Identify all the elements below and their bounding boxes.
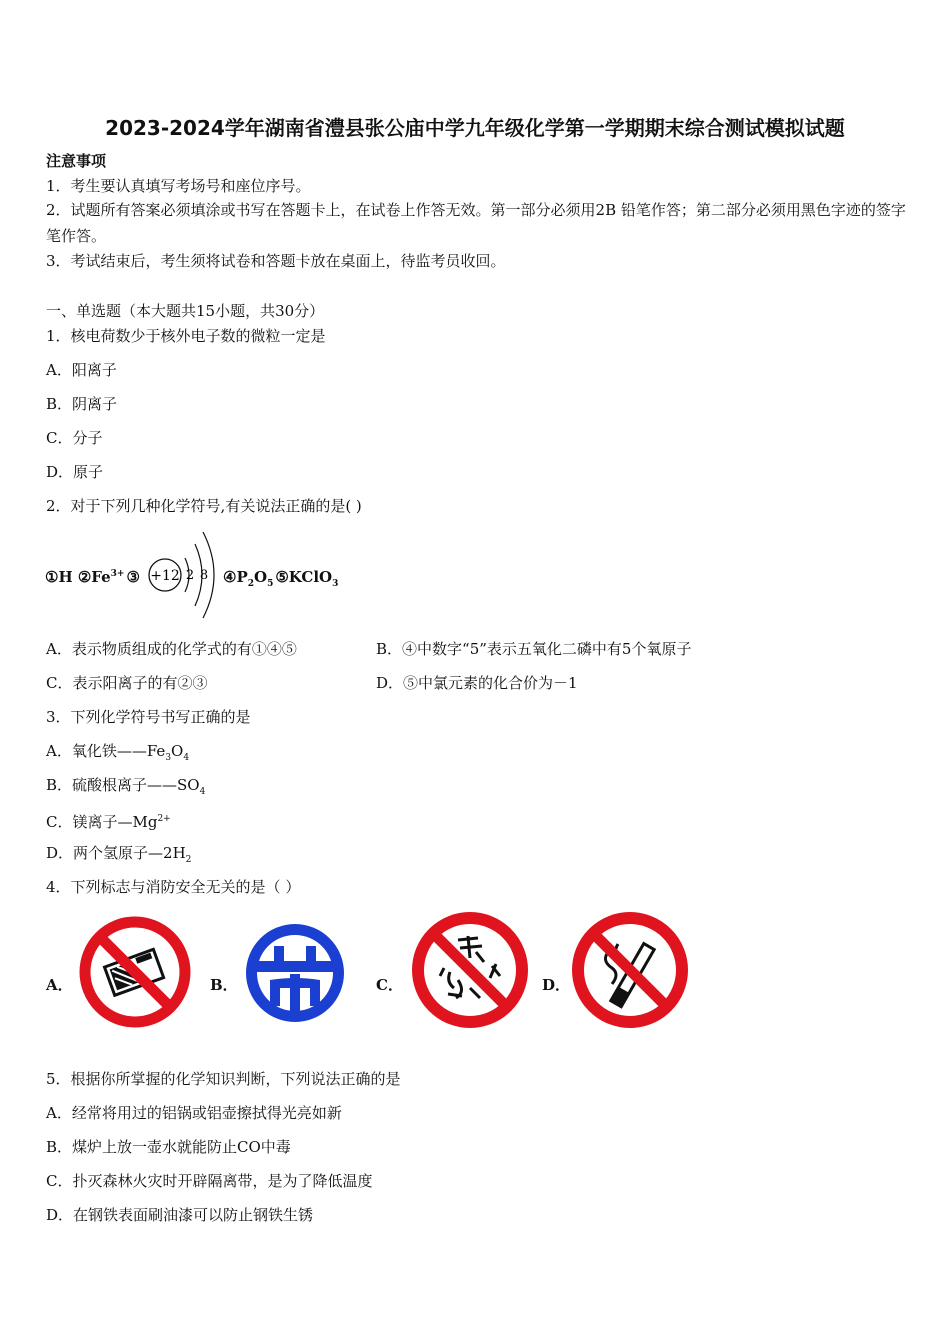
notice-item-2: 2．试题所有答案必须填涂或书写在答题卡上，在试卷上作答无效。第一部分必须用2B 铅笔作答；第二部分必须用黑色字迹的签字笔作答。 <box>46 201 906 245</box>
section-heading: 一、单选题（本大题共15小题，共30分） <box>46 302 325 320</box>
q3-option-c: C．镁离子$—Mg^{2+}$ <box>46 813 171 831</box>
q1-option-b: B．阴离子 <box>46 395 118 413</box>
q3-option-d: D．两个氢原子$—2H_2$ <box>46 844 192 865</box>
q5-option-d: D．在钢铁表面刷油漆可以防止钢铁生锈 <box>46 1206 314 1224</box>
q3-stem: 3．下列化学符号书写正确的是 <box>46 708 251 726</box>
q2-symbols <box>45 528 365 623</box>
notice-heading: 注意事项 <box>46 152 107 170</box>
q5-option-b: B．煤炉上放一壶水就能防止CO中毒 <box>46 1138 291 1156</box>
q3-option-b: B．硫酸根离子$——SO_4$ <box>46 776 206 797</box>
q2-symbol-p2o5-kclo3: $④P_2O_5$ ⑤KClO$_3$ <box>223 568 339 589</box>
q1-option-c: C．分子 <box>46 429 103 447</box>
q4-label-b: B． <box>210 976 238 994</box>
shell-2-label: 8 <box>199 568 209 583</box>
q5-stem: 5．根据你所掌握的化学知识判断，下列说法正确的是 <box>46 1070 401 1088</box>
q5-option-a: A．经常将用过的铝锅或铝壶擦拭得光亮如新 <box>46 1104 342 1122</box>
nucleus-label: +12 <box>150 568 180 584</box>
water-saving-icon <box>240 918 350 1028</box>
q2-option-a: A．表示物质组成的化学式的有①④⑤ <box>46 640 297 658</box>
q4-label-c: C． <box>376 976 403 994</box>
q2-option-c: C．表示阳离子的有②③ <box>46 674 208 692</box>
q3-option-a: A．氧化铁$——Fe_3O_4$ <box>46 742 190 763</box>
q2-option-b: B．④中数字“5”表示五氧化二磷中有5个氧原子 <box>376 640 692 658</box>
no-smoking-icon <box>570 910 690 1030</box>
q2-symbol-h-fe: ①H $②Fe^{3+}$ ③ <box>45 568 140 586</box>
no-matches-icon <box>78 915 192 1029</box>
q2-option-d: D．⑤中氯元素的化合价为－1 <box>376 674 578 692</box>
page-title: 2023-2024学年湖南省澧县张公庙中学九年级化学第一学期期末综合测试模拟试题 <box>105 116 845 140</box>
q1-stem: 1．核电荷数少于核外电子数的微粒一定是 <box>46 327 326 345</box>
q4-stem: 4．下列标志与消防安全无关的是（ ） <box>46 878 301 896</box>
q1-option-d: D．原子 <box>46 463 104 481</box>
q4-label-a: A． <box>46 976 73 994</box>
atom-structure-diagram <box>141 528 221 623</box>
q5-option-c: C．扑灭森林火灾时开辟隔离带，是为了降低温度 <box>46 1172 373 1190</box>
notice-item-3: 3．考试结束后，考生须将试卷和答题卡放在桌面上，待监考员收回。 <box>46 252 506 270</box>
notice-item-1: 1．考生要认真填写考场号和座位序号。 <box>46 177 311 195</box>
q4-label-d: D． <box>542 976 571 994</box>
q1-option-a: A．阳离子 <box>46 361 117 379</box>
shell-1-label: 2 <box>185 568 195 583</box>
q2-stem: 2．对于下列几种化学符号,有关说法正确的是( ) <box>46 497 362 515</box>
no-fireworks-icon <box>410 910 530 1030</box>
